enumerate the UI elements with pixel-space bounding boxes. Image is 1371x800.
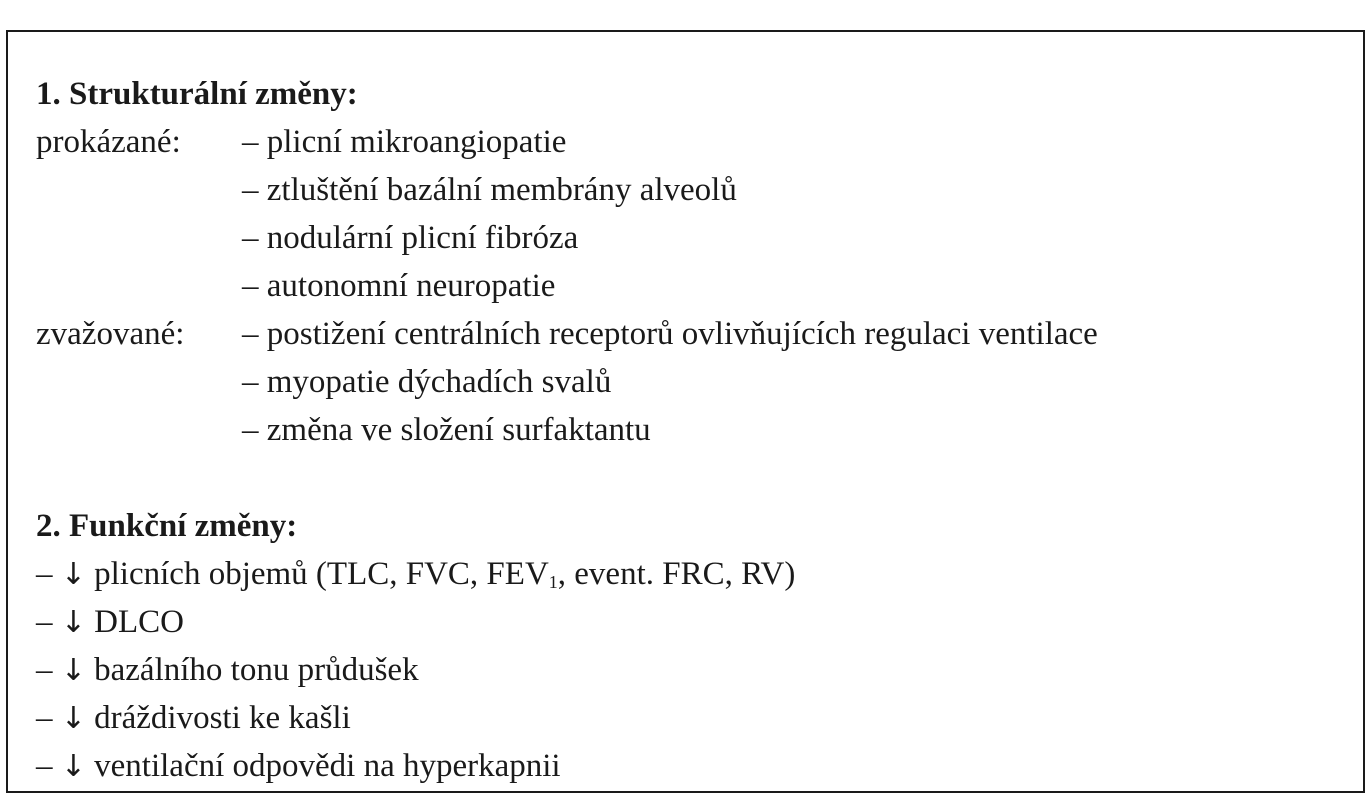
item-text: dráždivosti ke kašli	[94, 700, 351, 736]
functional-list	[36, 550, 1098, 790]
functional-list-item	[36, 598, 1098, 646]
list-item: – ztluštění bazální membrány alveolů	[242, 172, 737, 208]
group-items	[242, 118, 737, 310]
item-text: ventilační odpovědi na hyperkapnii	[94, 748, 561, 784]
text-box-frame	[6, 30, 1365, 793]
group-label: prokázané:	[36, 124, 181, 160]
structural-heading: 1. Strukturální změny:	[36, 76, 358, 112]
down-arrow-icon: ↓	[60, 701, 86, 736]
functional-list-item	[36, 742, 1098, 790]
section-spacer	[36, 454, 1098, 502]
down-arrow-icon: ↓	[60, 749, 86, 784]
functional-heading: 2. Funkční změny:	[36, 508, 298, 544]
item-text: bazálního tonu průdušek	[94, 652, 419, 688]
dash: –	[36, 700, 53, 736]
subscript: 1	[548, 572, 558, 592]
structural-group-proven	[36, 118, 1098, 310]
list-item: – postižení centrálních receptorů ovlivňujících regulaci ventilace	[242, 316, 1098, 352]
group-items	[242, 310, 1098, 454]
down-arrow-icon: ↓	[60, 557, 86, 592]
down-arrow-icon: ↓	[60, 605, 86, 640]
item-text: DLCO	[94, 604, 184, 640]
list-item: – plicní mikroangiopatie	[242, 124, 567, 160]
dash: –	[36, 652, 53, 688]
dash: –	[36, 604, 53, 640]
list-item: – nodulární plicní fibróza	[242, 220, 579, 256]
structural-group-considered	[36, 310, 1098, 454]
list-item: – změna ve složení surfaktantu	[242, 412, 651, 448]
item-text-tail: , event. FRC, RV)	[557, 556, 796, 592]
text-box-content	[36, 70, 1098, 790]
item-text: plicních objemů (TLC, FVC, FEV	[94, 556, 549, 592]
list-item: – autonomní neuropatie	[242, 268, 556, 304]
functional-list-item	[36, 694, 1098, 742]
dash: –	[36, 748, 53, 784]
functional-list-item	[36, 646, 1098, 694]
dash: –	[36, 556, 53, 592]
group-label: zvažované:	[36, 316, 185, 352]
down-arrow-icon: ↓	[60, 653, 86, 688]
functional-list-item	[36, 550, 1098, 598]
list-item: – myopatie dýchadích svalů	[242, 364, 612, 400]
